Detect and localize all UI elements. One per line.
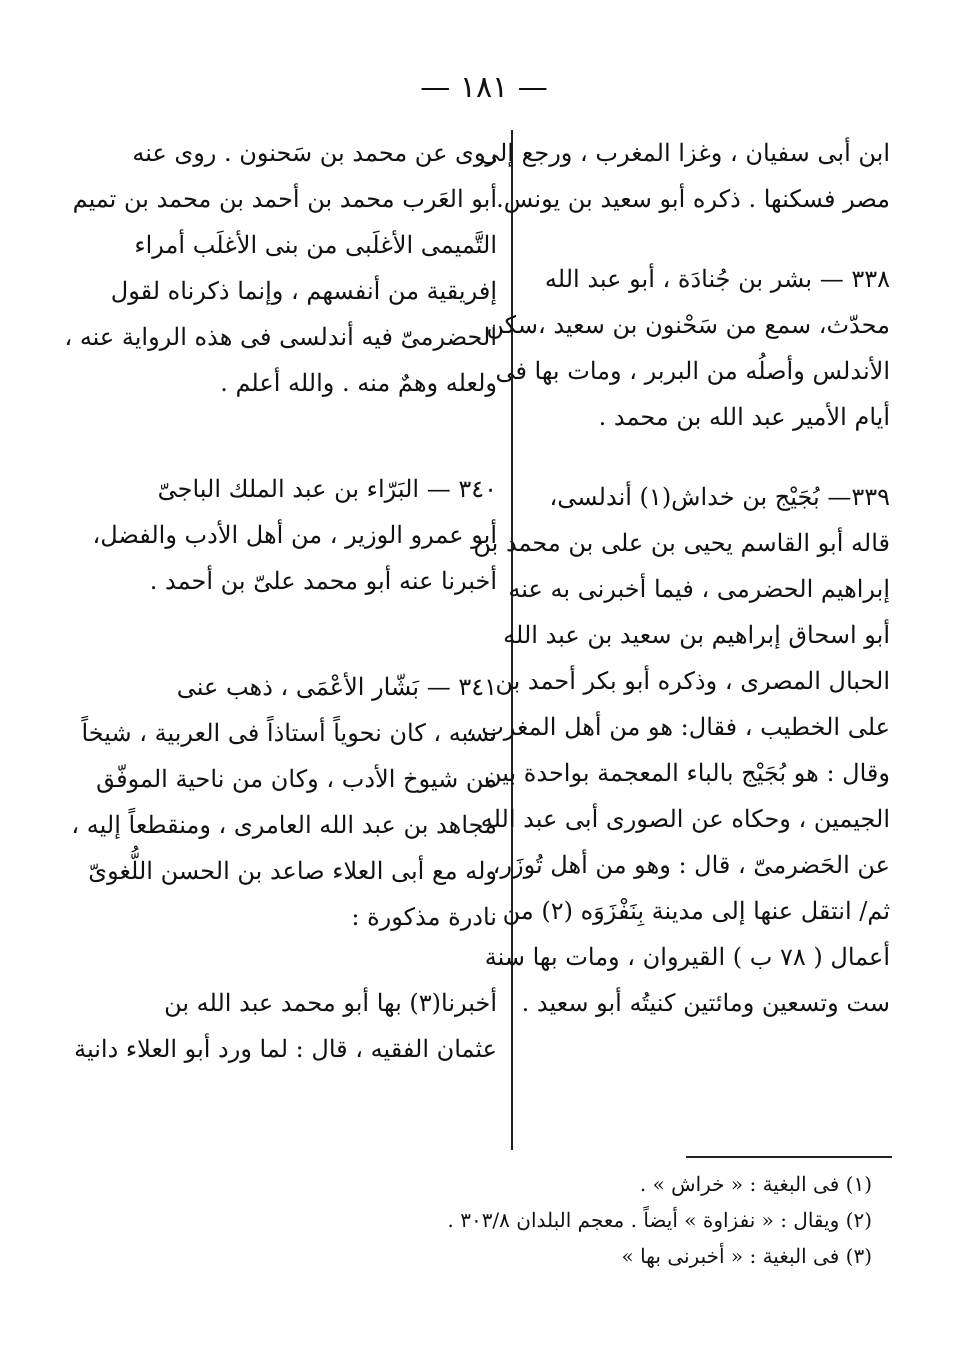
text-line: ولعله وهمٌ منه . والله أعلم . bbox=[220, 369, 497, 397]
text-line: أبو العَرب محمد بن أحمد بن محمد بن تميم bbox=[72, 185, 497, 213]
text-line: أخبرنا عنه أبو محمد علىّ بن أحمد . bbox=[149, 567, 497, 595]
text-line: عثمان الفقيه ، قال : لما ورد أبو العلاء دانية bbox=[74, 1035, 497, 1063]
right-column bbox=[465, 130, 890, 1026]
text-line: ابن أبى سفيان ، وغزا المغرب ، ورجع إلى bbox=[479, 139, 890, 167]
entry-339-heading: ٣٣٩— بُجَيْج بن خداش(١) أندلسى، bbox=[549, 483, 890, 511]
footnote-3: (٣) فى البغية : « أخبرنى بها » bbox=[621, 1244, 872, 1268]
text-line: محدّث، سمع من سَحْنون بن سعيد ،سكن bbox=[486, 311, 890, 339]
text-line: مجاهد بن عبد الله العامرى ، ومنقطعاً إليه ، bbox=[71, 811, 497, 839]
text-line: مصر فسكنها . ذكره أبو سعيد بن يونس. bbox=[496, 185, 890, 213]
text-line: الجيمين ، وحكاه عن الصورى أبى عبد الله bbox=[480, 805, 890, 833]
text-line: وله مع أبى العلاء صاعد بن الحسن اللُّغوىّ bbox=[88, 857, 497, 885]
text-line: أخبرنا(٣) بها أبو محمد عبد الله بن bbox=[164, 989, 497, 1017]
page-number: — ١٨١ — bbox=[420, 70, 548, 105]
footnote-2: (٢) ويقال : « نفزاوة » أيضاً . معجم البلدان ٣٠٣/٨ . bbox=[447, 1208, 872, 1232]
left-column bbox=[64, 130, 497, 1072]
text-line: قاله أبو القاسم يحيى بن على بن محمد بن bbox=[473, 529, 890, 557]
text-line: أعمال ( ٧٨ ب ) القيروان ، ومات بها سنة bbox=[484, 943, 890, 971]
text-line: روى عن محمد بن سَحنون . روى عنه bbox=[132, 139, 497, 167]
text-line: التَّميمى الأغلَبى من بنى الأغلَب أمراء bbox=[134, 231, 497, 259]
text-line: أيام الأمير عبد الله بن محمد . bbox=[598, 403, 890, 431]
text-line: عن الحَضرمىّ ، قال : وهو من أهل تُوزَر، bbox=[492, 851, 890, 879]
text-line: وقال : هو بُجَيْج بالباء المعجمة بواحدة بين bbox=[483, 759, 890, 787]
text-line: على الخطيب ، فقال: هو من أهل المغرب ، bbox=[465, 713, 890, 741]
text-line: إبراهيم الحضرمى ، فيما أخبرنى به عنه bbox=[508, 575, 890, 603]
text-line: الحضرمىّ فيه أندلسى فى هذه الرواية عنه ، bbox=[64, 323, 497, 351]
text-line: إفريقية من أنفسهم ، وإنما ذكرناه لقول bbox=[110, 277, 497, 305]
text-line: أبو عمرو الوزير ، من أهل الأدب والفضل، bbox=[92, 521, 497, 549]
text-line: نسبه ، كان نحوياً أستاذاً فى العربية ، شيخاً bbox=[81, 719, 497, 747]
footnote-rule bbox=[686, 1156, 892, 1158]
footnote-1: (١) فى البغية : « خراش » . bbox=[639, 1172, 872, 1196]
text-line: أبو اسحاق إبراهيم بن سعيد بن عبد الله bbox=[503, 621, 890, 649]
entry-341-heading: ٣٤١ — بَشّار الأعْمَى ، ذهب عنى bbox=[176, 673, 497, 701]
text-line: الأندلس وأصلُه من البربر ، ومات بها فى bbox=[495, 357, 890, 385]
entry-338-heading: ٣٣٨ — بشر بن جُنادَة ، أبو عبد الله bbox=[544, 265, 890, 293]
text-line: الحبال المصرى ، وذكره أبو بكر أحمد بن bbox=[495, 667, 890, 695]
text-line: من شيوخ الأدب ، وكان من ناحية الموفّق bbox=[96, 765, 497, 793]
text-line: نادرة مذكورة : bbox=[351, 903, 497, 931]
footnotes bbox=[132, 1166, 872, 1274]
text-line: ثم/ انتقل عنها إلى مدينة بِنَفْزَوَه (٢) من bbox=[502, 897, 890, 925]
entry-340-heading: ٣٤٠ — البَرّاء بن عبد الملك الباجىّ bbox=[157, 475, 497, 503]
text-line: ست وتسعين ومائتين كنيتُه أبو سعيد . bbox=[521, 989, 890, 1017]
